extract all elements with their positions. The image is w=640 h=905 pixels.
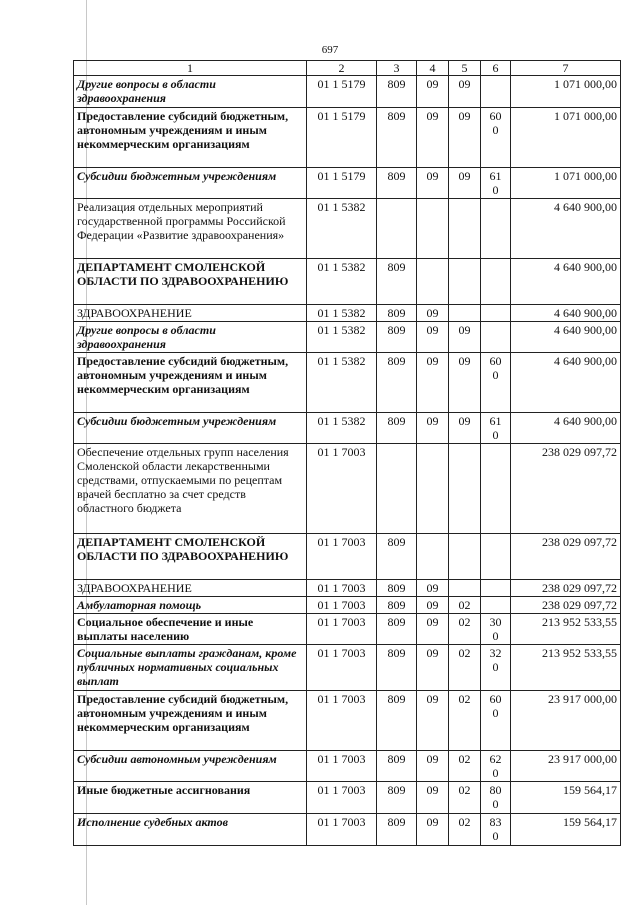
row-target-code-cell: 01 1 5382 — [307, 199, 377, 259]
row-expense-type-cell — [481, 444, 511, 534]
row-amount-cell: 4 640 900,00 — [511, 353, 621, 413]
row-target-code-cell: 01 1 5382 — [307, 259, 377, 305]
row-expense-type-cell — [481, 597, 511, 614]
row-section-cell: 09 — [417, 108, 449, 168]
row-expense-type-cell — [481, 580, 511, 597]
row-amount-cell: 159 564,17 — [511, 814, 621, 846]
row-grbs-cell: 809 — [377, 259, 417, 305]
row-name-cell: Субсидии бюджетным учреждениям — [74, 168, 307, 199]
row-subsection-cell: 09 — [449, 168, 481, 199]
row-amount-cell: 238 029 097,72 — [511, 534, 621, 580]
row-grbs-cell: 809 — [377, 614, 417, 645]
row-expense-type-cell: 80 0 — [481, 782, 511, 814]
row-name-cell: Предоставление субсидий бюджетным, автономным учреждениям и иным некоммерческим организациям — [74, 108, 307, 168]
row-amount-cell: 1 071 000,00 — [511, 76, 621, 108]
row-expense-type-cell: 32 0 — [481, 645, 511, 691]
row-grbs-cell: 809 — [377, 751, 417, 782]
row-subsection-cell — [449, 259, 481, 305]
row-expense-type-cell — [481, 76, 511, 108]
row-grbs-cell: 809 — [377, 108, 417, 168]
row-subsection-cell: 02 — [449, 645, 481, 691]
row-name-cell: Другие вопросы в области здравоохранения — [74, 322, 307, 353]
table-row — [74, 305, 621, 322]
row-subsection-cell: 02 — [449, 691, 481, 751]
row-grbs-cell: 809 — [377, 534, 417, 580]
row-section-cell: 09 — [417, 168, 449, 199]
row-name-cell: ДЕПАРТАМЕНТ СМОЛЕНСКОЙ ОБЛАСТИ ПО ЗДРАВООХРАНЕНИЮ — [74, 534, 307, 580]
row-name-cell: Социальные выплаты гражданам, кроме публичных нормативных социальных выплат — [74, 645, 307, 691]
row-grbs-cell: 809 — [377, 597, 417, 614]
col-header-section: 4 — [417, 61, 449, 76]
table-row — [74, 199, 621, 259]
row-target-code-cell: 01 1 7003 — [307, 782, 377, 814]
row-amount-cell: 4 640 900,00 — [511, 322, 621, 353]
row-expense-type-cell — [481, 199, 511, 259]
row-section-cell: 09 — [417, 597, 449, 614]
row-target-code-cell: 01 1 7003 — [307, 597, 377, 614]
table-row — [74, 168, 621, 199]
row-name-cell: Субсидии бюджетным учреждениям — [74, 413, 307, 444]
table-row — [74, 534, 621, 580]
row-section-cell — [417, 259, 449, 305]
row-grbs-cell: 809 — [377, 691, 417, 751]
row-section-cell: 09 — [417, 322, 449, 353]
table-row — [74, 814, 621, 846]
table-row — [74, 580, 621, 597]
row-grbs-cell — [377, 199, 417, 259]
row-expense-type-cell — [481, 322, 511, 353]
col-header-amount: 7 — [511, 61, 621, 76]
row-amount-cell: 238 029 097,72 — [511, 444, 621, 534]
row-grbs-cell: 809 — [377, 782, 417, 814]
row-subsection-cell: 02 — [449, 782, 481, 814]
row-amount-cell: 1 071 000,00 — [511, 168, 621, 199]
row-amount-cell: 4 640 900,00 — [511, 199, 621, 259]
row-subsection-cell — [449, 444, 481, 534]
column-header-row — [74, 61, 621, 76]
row-section-cell: 09 — [417, 614, 449, 645]
row-target-code-cell: 01 1 5179 — [307, 108, 377, 168]
row-section-cell: 09 — [417, 751, 449, 782]
table-row — [74, 691, 621, 751]
row-amount-cell: 213 952 533,55 — [511, 614, 621, 645]
row-name-cell: ЗДРАВООХРАНЕНИЕ — [74, 305, 307, 322]
row-expense-type-cell — [481, 305, 511, 322]
table-row — [74, 322, 621, 353]
row-grbs-cell: 809 — [377, 645, 417, 691]
row-amount-cell: 23 917 000,00 — [511, 691, 621, 751]
row-expense-type-cell: 60 0 — [481, 108, 511, 168]
row-subsection-cell: 02 — [449, 614, 481, 645]
table-row — [74, 259, 621, 305]
row-target-code-cell: 01 1 7003 — [307, 814, 377, 846]
row-amount-cell: 159 564,17 — [511, 782, 621, 814]
row-subsection-cell: 09 — [449, 322, 481, 353]
row-amount-cell: 4 640 900,00 — [511, 305, 621, 322]
row-section-cell — [417, 534, 449, 580]
row-name-cell: Социальное обеспечение и иные выплаты населению — [74, 614, 307, 645]
row-section-cell: 09 — [417, 305, 449, 322]
row-amount-cell: 4 640 900,00 — [511, 413, 621, 444]
row-target-code-cell: 01 1 5382 — [307, 305, 377, 322]
row-section-cell: 09 — [417, 814, 449, 846]
row-name-cell: Предоставление субсидий бюджетным, автономным учреждениям и иным некоммерческим организациям — [74, 691, 307, 751]
row-grbs-cell: 809 — [377, 322, 417, 353]
row-subsection-cell — [449, 580, 481, 597]
table-row — [74, 353, 621, 413]
row-grbs-cell — [377, 444, 417, 534]
row-subsection-cell: 09 — [449, 353, 481, 413]
row-name-cell: ДЕПАРТАМЕНТ СМОЛЕНСКОЙ ОБЛАСТИ ПО ЗДРАВООХРАНЕНИЮ — [74, 259, 307, 305]
row-subsection-cell — [449, 305, 481, 322]
row-expense-type-cell: 60 0 — [481, 353, 511, 413]
row-expense-type-cell: 60 0 — [481, 691, 511, 751]
table-row — [74, 782, 621, 814]
row-section-cell: 09 — [417, 413, 449, 444]
row-target-code-cell: 01 1 7003 — [307, 614, 377, 645]
table-row — [74, 413, 621, 444]
row-amount-cell: 238 029 097,72 — [511, 580, 621, 597]
row-subsection-cell — [449, 199, 481, 259]
row-name-cell: Амбулаторная помощь — [74, 597, 307, 614]
row-grbs-cell: 809 — [377, 168, 417, 199]
row-grbs-cell: 809 — [377, 814, 417, 846]
row-subsection-cell: 09 — [449, 413, 481, 444]
row-target-code-cell: 01 1 7003 — [307, 534, 377, 580]
row-section-cell: 09 — [417, 691, 449, 751]
row-subsection-cell: 09 — [449, 108, 481, 168]
col-header-name: 1 — [74, 61, 307, 76]
row-name-cell: ЗДРАВООХРАНЕНИЕ — [74, 580, 307, 597]
row-target-code-cell: 01 1 7003 — [307, 691, 377, 751]
row-name-cell: Другие вопросы в области здравоохранения — [74, 76, 307, 108]
table-row — [74, 108, 621, 168]
row-expense-type-cell: 61 0 — [481, 168, 511, 199]
budget-table — [73, 60, 621, 846]
table-row — [74, 597, 621, 614]
row-expense-type-cell: 62 0 — [481, 751, 511, 782]
row-target-code-cell: 01 1 7003 — [307, 645, 377, 691]
row-amount-cell: 213 952 533,55 — [511, 645, 621, 691]
col-header-expense-type: 6 — [481, 61, 511, 76]
row-amount-cell: 1 071 000,00 — [511, 108, 621, 168]
row-subsection-cell: 02 — [449, 597, 481, 614]
table-row — [74, 614, 621, 645]
row-subsection-cell: 02 — [449, 751, 481, 782]
row-target-code-cell: 01 1 7003 — [307, 580, 377, 597]
row-grbs-cell: 809 — [377, 353, 417, 413]
table-row — [74, 751, 621, 782]
row-name-cell: Субсидии автономным учреждениям — [74, 751, 307, 782]
row-name-cell: Исполнение судебных актов — [74, 814, 307, 846]
row-name-cell: Иные бюджетные ассигнования — [74, 782, 307, 814]
table-row — [74, 76, 621, 108]
row-name-cell: Обеспечение отдельных групп населения Смоленской области лекарственными средствами, отпускаемыми по рецептам врачей бесплатно за счет средств областного бюджета — [74, 444, 307, 534]
table-row — [74, 645, 621, 691]
col-header-subsection: 5 — [449, 61, 481, 76]
table-row — [74, 444, 621, 534]
row-section-cell: 09 — [417, 580, 449, 597]
row-subsection-cell — [449, 534, 481, 580]
row-target-code-cell: 01 1 5179 — [307, 168, 377, 199]
col-header-grbs: 3 — [377, 61, 417, 76]
row-expense-type-cell: 61 0 — [481, 413, 511, 444]
row-section-cell: 09 — [417, 353, 449, 413]
row-target-code-cell: 01 1 7003 — [307, 751, 377, 782]
row-expense-type-cell — [481, 259, 511, 305]
row-grbs-cell: 809 — [377, 580, 417, 597]
row-section-cell — [417, 444, 449, 534]
row-subsection-cell: 09 — [449, 76, 481, 108]
row-section-cell: 09 — [417, 782, 449, 814]
row-target-code-cell: 01 1 5382 — [307, 322, 377, 353]
row-target-code-cell: 01 1 5382 — [307, 353, 377, 413]
row-name-cell: Предоставление субсидий бюджетным, автономным учреждениям и иным некоммерческим организациям — [74, 353, 307, 413]
row-target-code-cell: 01 1 5382 — [307, 413, 377, 444]
row-amount-cell: 4 640 900,00 — [511, 259, 621, 305]
page-number: 697 — [321, 44, 339, 56]
row-target-code-cell: 01 1 7003 — [307, 444, 377, 534]
row-expense-type-cell: 30 0 — [481, 614, 511, 645]
col-header-code: 2 — [307, 61, 377, 76]
row-amount-cell: 238 029 097,72 — [511, 597, 621, 614]
row-expense-type-cell — [481, 534, 511, 580]
row-amount-cell: 23 917 000,00 — [511, 751, 621, 782]
row-section-cell — [417, 199, 449, 259]
row-section-cell: 09 — [417, 76, 449, 108]
row-target-code-cell: 01 1 5179 — [307, 76, 377, 108]
row-subsection-cell: 02 — [449, 814, 481, 846]
row-grbs-cell: 809 — [377, 76, 417, 108]
row-grbs-cell: 809 — [377, 305, 417, 322]
row-grbs-cell: 809 — [377, 413, 417, 444]
row-expense-type-cell: 83 0 — [481, 814, 511, 846]
row-section-cell: 09 — [417, 645, 449, 691]
row-name-cell: Реализация отдельных мероприятий государственной программы Российской Федерации «Развитие здравоохранения» — [74, 199, 307, 259]
